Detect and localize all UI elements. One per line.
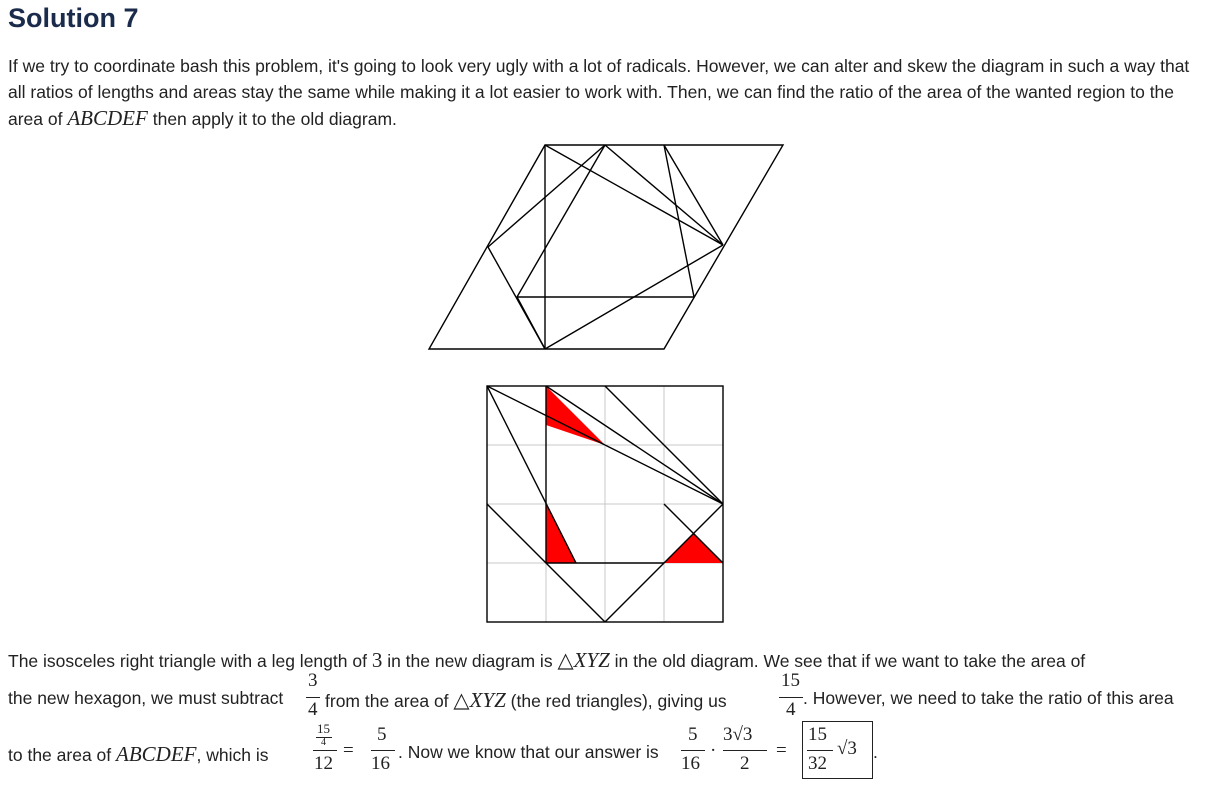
answer-num: 15 (808, 724, 827, 745)
text: in the old diagram. We see that if we want to take the area of (614, 651, 1086, 671)
grid-lines (487, 386, 723, 622)
frac4-den: 16 (681, 753, 700, 774)
solution-heading: Solution 7 (8, 3, 139, 33)
math-xyz: XYZ (469, 688, 506, 712)
frac1-num: 3 (308, 670, 318, 691)
text: to the area of (8, 745, 112, 765)
frac3-num: 5 (377, 724, 387, 745)
line2-mid (325, 688, 727, 713)
frac2-num: 15 (781, 670, 800, 691)
red-triangle-top (546, 386, 605, 445)
math-xyz: XYZ (573, 648, 610, 672)
nested-num-num: 15 (317, 721, 330, 736)
triangle-symbol: △ (557, 648, 574, 672)
frac2-den: 4 (786, 699, 796, 720)
red-triangle-right (664, 533, 723, 563)
equals: = (776, 740, 787, 761)
intro-end: then apply it to the old diagram. (152, 109, 397, 129)
frac1-den: 4 (308, 699, 318, 720)
dot: · (710, 740, 717, 761)
triangle-symbol: △ (453, 688, 470, 712)
para2-line1 (8, 648, 1085, 673)
answer-radical: √3 (837, 738, 857, 759)
text: The isosceles right triangle with a leg length of (8, 651, 367, 671)
frac3-den: 16 (371, 753, 390, 774)
intro-text: If we try to coordinate bash this problem, it's going to look very ugly with a lot of radicals. However, we can alter and skew the diagram in such a way that all ratios of lengths and areas stay the same while making it a lot easier to work with. Then, we can find the ratio of the area of the wanted region to the area of (8, 56, 1190, 129)
text: the new hexagon, we must subtract (8, 688, 284, 708)
frac4-num: 5 (688, 724, 698, 745)
frac5-den: 2 (740, 753, 750, 774)
line3-start (8, 742, 268, 767)
text: (the red triangles), giving us (510, 691, 727, 711)
math-abcdef: ABCDEF (67, 106, 148, 130)
text: . Now we know that our answer is (398, 742, 659, 762)
text: , which is (196, 745, 269, 765)
frac5-num: 3√3 (723, 724, 753, 745)
nested-den: 12 (314, 753, 333, 774)
math-3: 3 (371, 648, 383, 672)
math-abcdef: ABCDEF (116, 742, 197, 766)
text: . However, we need to take the ratio of this area (803, 688, 1174, 708)
text: from the area of (325, 691, 449, 711)
nested-num-den: 4 (321, 737, 326, 748)
text: in the new diagram is (387, 651, 553, 671)
equals: = (343, 740, 354, 761)
answer-den: 32 (808, 753, 827, 774)
text: . (873, 742, 878, 762)
